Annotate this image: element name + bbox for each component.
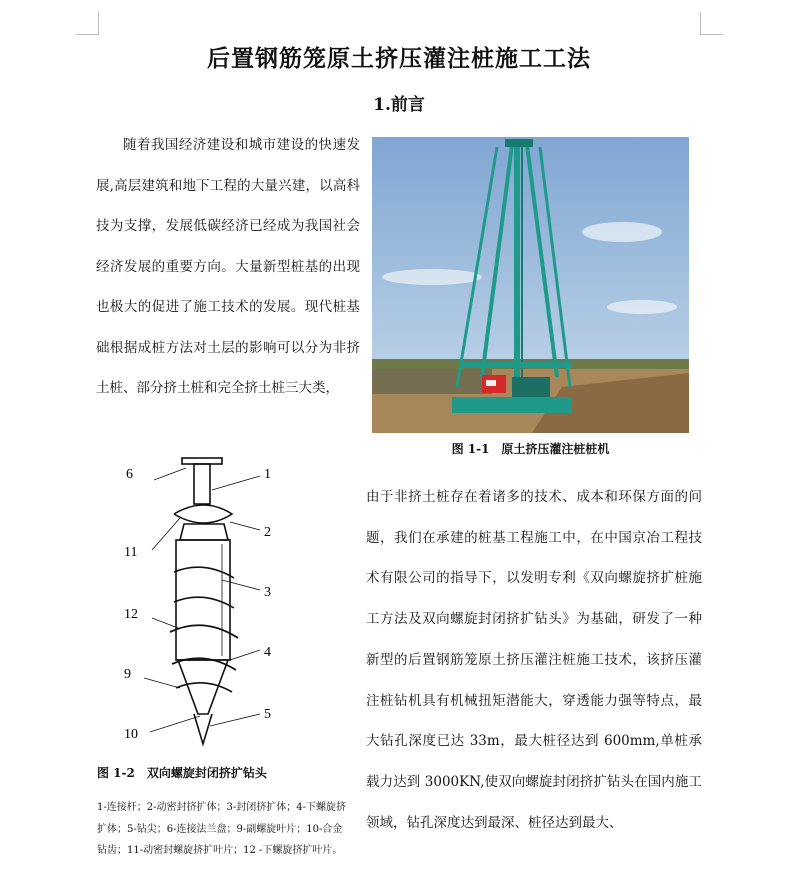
diagram-label-2: 2: [264, 525, 271, 540]
figure-1-2-legend: 1-连接杆；2-动密封挤扩体；3-封闭挤扩体；4-下螺旋挤扩体；5-钻尖；6-连接法兰盘；9-副螺旋叶片；10-合金钻齿；11-动密封螺旋挤扩叶片；12 -下螺旋挤扩叶片。: [97, 802, 346, 856]
pile-machine-photo: [372, 137, 689, 433]
page-corner-mark-top-left: [76, 12, 99, 35]
diagram-label-10: 10: [124, 727, 138, 742]
diagram-label-12: 12: [124, 607, 138, 622]
diagram-label-6: 6: [126, 467, 133, 482]
figure-1-2-caption: 图 1-2 双向螺旋封闭挤扩钻头: [97, 766, 267, 780]
page-corner-mark-top-right: [700, 12, 723, 35]
body-paragraph: 由于非挤土桩存在着诸多的技术、成本和环保方面的问题，我们在承建的桩基工程施工中，在中国京冶工程技术有限公司的指导下，以发明专利《双向螺旋挤扩桩施工方法及双向螺旋封闭挤扩钻头》为基础，研发了一种新型的后置钢筋笼原土挤压灌注桩施工技术，该挤压灌注桩钻机具有机械扭矩潜能大，穿透能力强等特点，最大钻孔深度已达 33m，最大桩径达到 600mm,单桩承载力达到 3000KN,使双向螺旋封闭挤扩钻头在国内施工领域，钻孔深度达到最深、桩径达到最大、: [366, 489, 702, 831]
intro-paragraph: 随着我国经济建设和城市建设的快速发展,高层建筑和地下工程的大量兴建，以高科技为支撑，发展低碳经济已经成为我国社会经济发展的重要方向。大量新型桩基的出现也极大的促进了施工技术的发展。现代桩基础根据成桩方法对土层的影响可以分为非挤土桩、部分挤土桩和完全挤土桩三大类，: [96, 137, 360, 396]
drill-bit-diagram: [104, 452, 304, 758]
figure-1-1-caption: 图 1-1 原土挤压灌注桩桩机: [451, 442, 610, 456]
diagram-label-5: 5: [264, 707, 271, 722]
diagram-label-11: 11: [124, 545, 138, 560]
diagram-label-4: 4: [264, 645, 271, 660]
diagram-label-1: 1: [264, 467, 271, 482]
diagram-label-9: 9: [124, 667, 131, 682]
diagram-label-3: 3: [264, 585, 271, 600]
section-heading: 1.前言: [373, 95, 425, 115]
document-title: 后置钢筋笼原土挤压灌注桩施工工法: [207, 45, 591, 72]
